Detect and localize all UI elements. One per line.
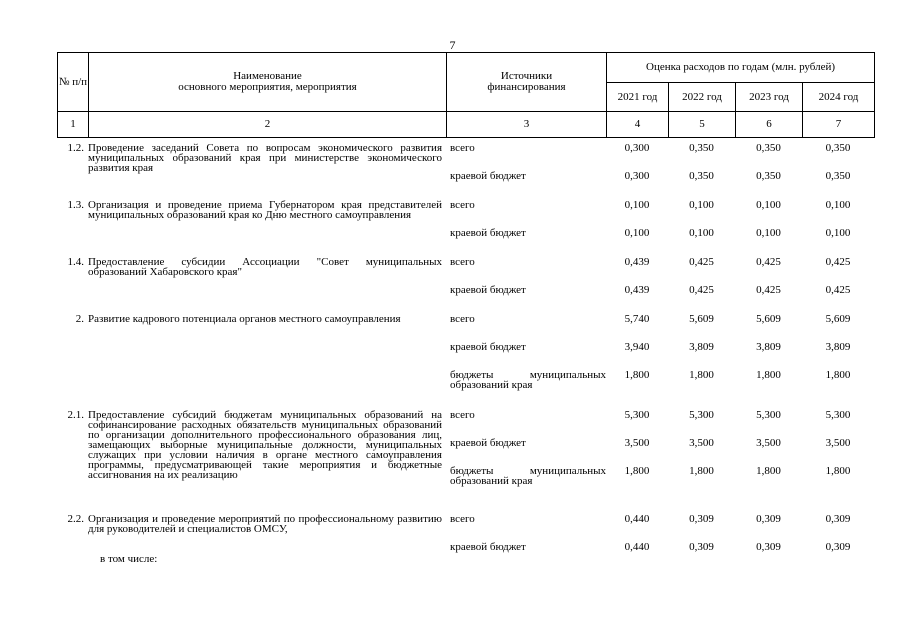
header-num: № п/п bbox=[58, 53, 89, 112]
value-2022: 0,309 bbox=[689, 541, 714, 553]
row-source: бюджеты муниципальных образований края bbox=[450, 465, 606, 487]
table-row bbox=[57, 370, 874, 410]
value-2024: 0,425 bbox=[825, 256, 851, 268]
value-2023: 1,800 bbox=[756, 465, 781, 477]
table-row bbox=[57, 257, 874, 285]
value-2023: 5,300 bbox=[756, 409, 781, 421]
header-source bbox=[447, 53, 607, 112]
value-2021: 0,439 bbox=[624, 284, 650, 296]
value-2024: 3,500 bbox=[825, 437, 851, 449]
value-2023: 0,425 bbox=[756, 284, 781, 296]
value-2024: 3,809 bbox=[825, 341, 851, 353]
table-row bbox=[57, 142, 874, 174]
value-2022: 0,425 bbox=[689, 256, 714, 268]
row-number: 1.4. bbox=[67, 256, 84, 268]
value-2021: 0,440 bbox=[624, 513, 650, 525]
value-2022: 0,309 bbox=[689, 513, 714, 525]
value-2022: 5,609 bbox=[689, 313, 714, 325]
value-2023: 0,350 bbox=[756, 170, 781, 182]
table-row bbox=[57, 314, 874, 342]
row-source: краевой бюджет bbox=[450, 341, 526, 353]
value-2021: 0,439 bbox=[624, 256, 650, 268]
value-2022: 1,800 bbox=[689, 369, 714, 381]
row-source: всего bbox=[450, 513, 475, 525]
header-name-line1: Наименование bbox=[233, 70, 302, 82]
value-2021: 0,300 bbox=[624, 170, 650, 182]
table-row bbox=[57, 342, 874, 370]
header-name-line2: основного мероприятия, мероприятия bbox=[178, 81, 357, 93]
row-source: всего bbox=[450, 199, 475, 211]
table-row bbox=[57, 200, 874, 228]
row-source: всего bbox=[450, 256, 475, 268]
value-2022: 0,350 bbox=[689, 142, 714, 154]
value-2021: 1,800 bbox=[624, 369, 650, 381]
col-number: 1 bbox=[58, 112, 89, 138]
col-number: 5 bbox=[669, 112, 736, 138]
value-2021: 0,300 bbox=[624, 142, 650, 154]
row-source: краевой бюджет bbox=[450, 437, 526, 449]
value-2024: 1,800 bbox=[825, 465, 851, 477]
header-costs: Оценка расходов по годам (млн. рублей) bbox=[607, 53, 875, 83]
value-2024: 0,100 bbox=[825, 227, 851, 239]
value-2024: 0,350 bbox=[825, 170, 851, 182]
row-number: 2.2. bbox=[67, 513, 84, 525]
row-source: всего bbox=[450, 313, 475, 325]
value-2021: 5,300 bbox=[624, 409, 650, 421]
value-2021: 1,800 bbox=[624, 465, 650, 477]
value-2024: 0,350 bbox=[825, 142, 851, 154]
table-row bbox=[57, 285, 874, 314]
header-name bbox=[89, 53, 447, 112]
header-year: 2024 год bbox=[803, 83, 875, 112]
row-source: бюджеты муниципальных образований края bbox=[450, 369, 606, 391]
header-year: 2021 год bbox=[607, 83, 669, 112]
table-body bbox=[57, 143, 874, 568]
table-row bbox=[57, 542, 874, 554]
value-2024: 0,309 bbox=[825, 541, 851, 553]
value-2024: 5,300 bbox=[825, 409, 851, 421]
header-source-line1: Источники bbox=[500, 70, 553, 82]
col-number: 2 bbox=[89, 112, 447, 138]
table-row bbox=[57, 514, 874, 542]
table-header bbox=[57, 52, 875, 138]
table-row bbox=[57, 228, 874, 257]
value-2023: 0,100 bbox=[756, 227, 781, 239]
value-2023: 0,350 bbox=[756, 142, 781, 154]
value-2022: 1,800 bbox=[689, 465, 714, 477]
row-name: Предоставление субсидии Ассоциации "Совет муниципальных образований Хабаровского края" bbox=[88, 256, 442, 278]
row-name: Развитие кадрового потенциала органов местного самоуправления bbox=[88, 313, 401, 325]
table-row bbox=[57, 554, 874, 568]
value-2021: 3,500 bbox=[624, 437, 650, 449]
value-2024: 0,425 bbox=[825, 284, 851, 296]
row-source: всего bbox=[450, 409, 475, 421]
row-source: всего bbox=[450, 142, 475, 154]
row-name: Организация и проведение приема Губернатором края представителей муниципальных образований края ко Дню местного самоуправления bbox=[88, 199, 442, 221]
value-2023: 0,309 bbox=[756, 513, 781, 525]
table-row bbox=[57, 171, 874, 200]
header-source-line2: финансирования bbox=[487, 81, 566, 93]
value-2023: 0,425 bbox=[756, 256, 781, 268]
value-2023: 1,800 bbox=[756, 369, 781, 381]
value-2021: 3,940 bbox=[624, 341, 650, 353]
row-name: Организация и проведение мероприятий по профессиональному развитию для руководителей и специалистов ОМСУ, bbox=[88, 513, 442, 535]
header-year: 2022 год bbox=[669, 83, 736, 112]
value-2024: 0,100 bbox=[825, 199, 851, 211]
col-number: 7 bbox=[803, 112, 875, 138]
row-number: 2.1. bbox=[67, 409, 84, 421]
row-source: краевой бюджет bbox=[450, 170, 526, 182]
value-2022: 3,500 bbox=[689, 437, 714, 449]
value-2023: 3,500 bbox=[756, 437, 781, 449]
row-number: 2. bbox=[75, 313, 84, 325]
row-number: 1.2. bbox=[67, 142, 84, 154]
row-source: краевой бюджет bbox=[450, 284, 526, 296]
row-source: краевой бюджет bbox=[450, 227, 526, 239]
value-2021: 0,100 bbox=[624, 227, 650, 239]
value-2022: 0,100 bbox=[689, 227, 714, 239]
value-2022: 0,425 bbox=[689, 284, 714, 296]
value-2024: 1,800 bbox=[825, 369, 851, 381]
page-number: 7 bbox=[449, 38, 456, 52]
value-2022: 0,350 bbox=[689, 170, 714, 182]
value-2023: 3,809 bbox=[756, 341, 781, 353]
row-source: краевой бюджет bbox=[450, 541, 526, 553]
value-2022: 3,809 bbox=[689, 341, 714, 353]
value-2023: 0,100 bbox=[756, 199, 781, 211]
value-2024: 5,609 bbox=[825, 313, 851, 325]
row-name: Предоставление субсидий бюджетам муниципальных образований на софинансирование расходных обязательств муниципальных образований по организации дополнительного профессионального образования лиц, замещающих выборные муниципальные должности, муниципальных служащих при условии наличия в органе местного самоуправления программы, предусматривающей такие мероприятия и бюджетные ассигнования на их реализацию bbox=[88, 409, 442, 481]
footer-text: в том числе: bbox=[100, 553, 158, 565]
value-2021: 0,100 bbox=[624, 199, 650, 211]
col-number: 6 bbox=[736, 112, 803, 138]
value-2023: 0,309 bbox=[756, 541, 781, 553]
value-2021: 0,440 bbox=[624, 541, 650, 553]
row-number: 1.3. bbox=[67, 199, 84, 211]
value-2024: 0,309 bbox=[825, 513, 851, 525]
value-2021: 5,740 bbox=[624, 313, 650, 325]
col-number: 4 bbox=[607, 112, 669, 138]
value-2022: 0,100 bbox=[689, 199, 714, 211]
col-number: 3 bbox=[447, 112, 607, 138]
value-2023: 5,609 bbox=[756, 313, 781, 325]
value-2022: 5,300 bbox=[689, 409, 714, 421]
header-year: 2023 год bbox=[736, 83, 803, 112]
row-name: Проведение заседаний Совета по вопросам экономического развития муниципальных образований края при министерстве экономического развития края bbox=[88, 142, 442, 174]
